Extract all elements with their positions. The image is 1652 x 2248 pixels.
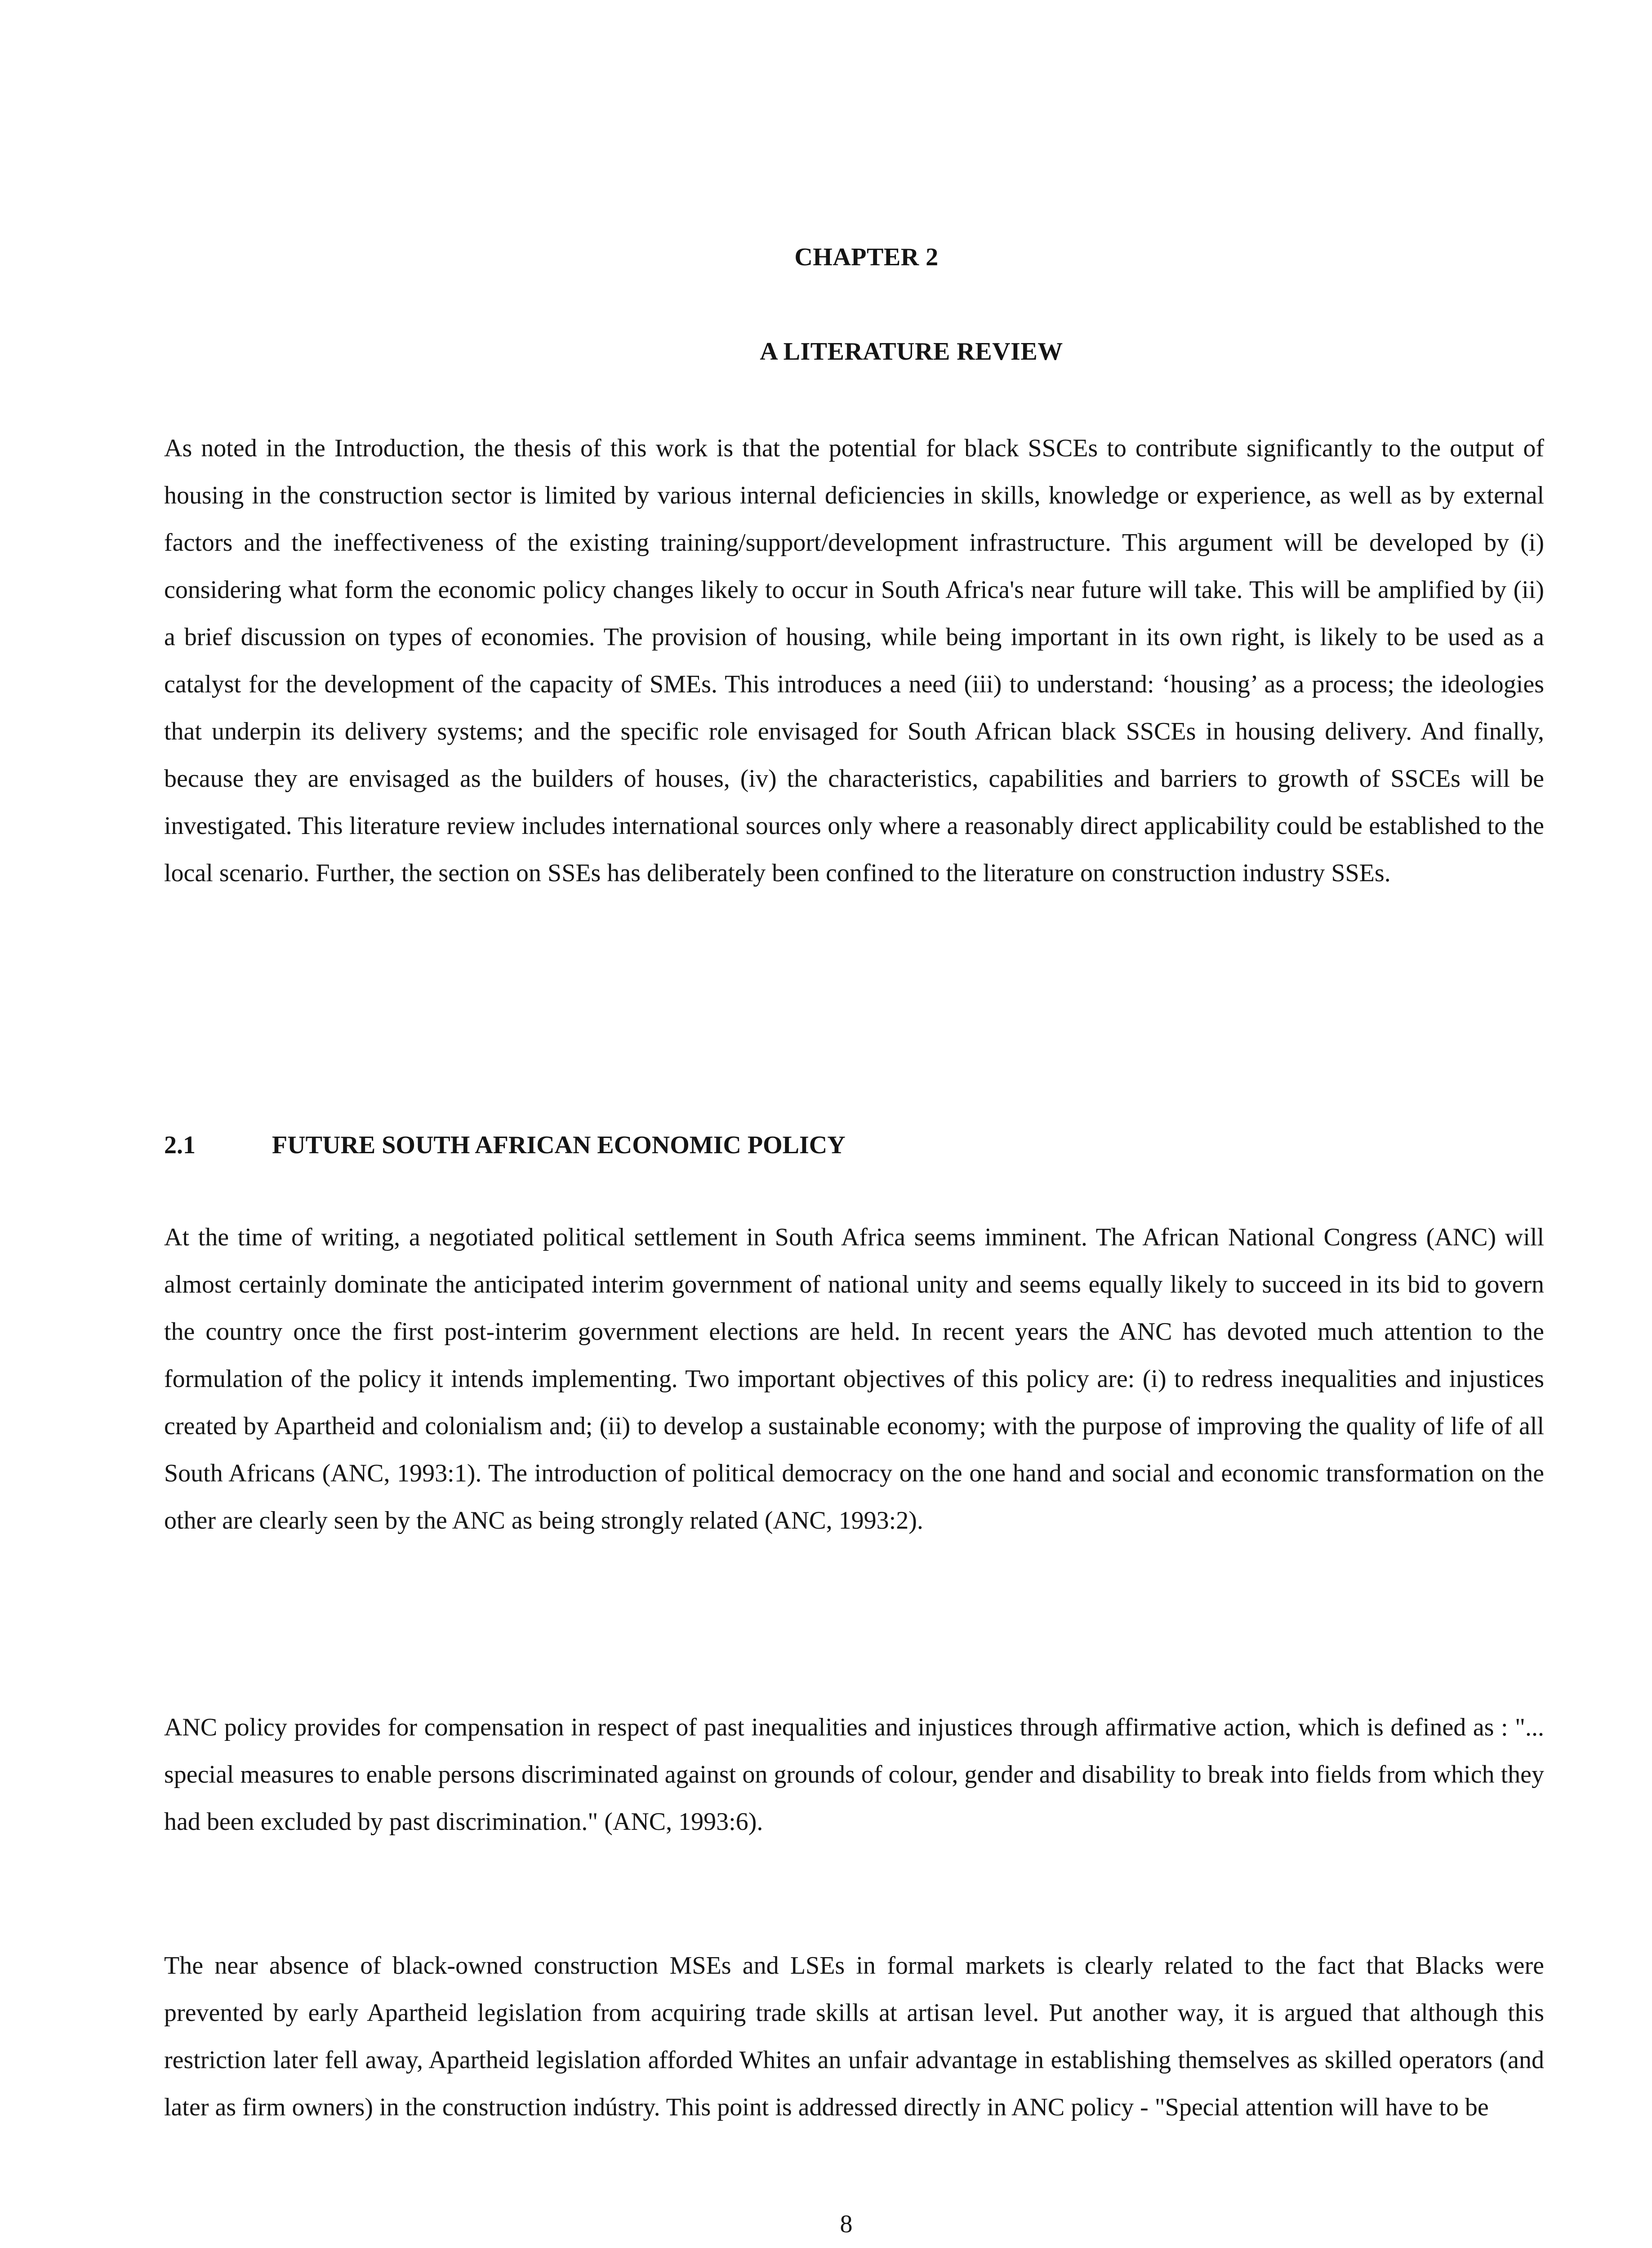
body-paragraph-2: ANC policy provides for compensation in respect of past inequalities and injustices through affirmative action, which is defined as : "... special measures to enable persons discriminated against on grounds of colour, gender and disability to break into fields from which they had been excluded by past discrimination." (ANC, 1993:6). [164,1713,1544,1836]
section-heading [164,1131,846,1160]
section-number: 2.1 [164,1131,196,1159]
section-title: FUTURE SOUTH AFRICAN ECONOMIC POLICY [272,1131,846,1159]
body-paragraph-3: The near absence of black-owned construction MSEs and LSEs in formal markets is clearly related to the fact that Blacks were prevented by early Apartheid legislation from acquiring trade skills at artisan level. Put another way, it is argued that although this restriction later fell away, Apartheid legislation afforded Whites an unfair advantage in establishing themselves as skilled operators (and later as firm owners) in the construction indústry. This point is addressed directly in ANC policy - "Special attention will have to be [164,1952,1544,2121]
body-paragraph-1: At the time of writing, a negotiated political settlement in South Africa seems imminent. The African National Congress (ANC) will almost certainly dominate the anticipated interim government of national unity and seems equally likely to succeed in its bid to govern the country once the first post-interim government elections are held. In recent years the ANC has devoted much attention to the formulation of the policy it intends implementing. Two important objectives of this policy are: (i) to redress inequalities and injustices created by Apartheid and colonialism and; (ii) to develop a sustainable economy; with the purpose of improving the quality of life of all South Africans (ANC, 1993:1). The introduction of political democracy on the one hand and social and economic transformation on the other are clearly seen by the ANC as being strongly related (ANC, 1993:2). [164,1223,1544,1534]
page-number: 8 [840,2210,853,2238]
chapter-label: CHAPTER 2 [794,243,939,271]
intro-paragraph: As noted in the Introduction, the thesis of this work is that the potential for black SSCEs to contribute significantly to the output of housing in the construction sector is limited by various internal deficiencies in skills, knowledge or experience, as well as by external factors and the ineffectiveness of the existing training/support/development infrastructure. This argument will be developed by (i) considering what form the economic policy changes likely to occur in South Africa's near future will take. This will be amplified by (ii) a brief discussion on types of economies. The provision of housing, while being important in its own right, is likely to be used as a catalyst for the development of the capacity of SMEs. This introduces a need (iii) to understand: ‘housing’ as a process; the ideologies that underpin its delivery systems; and the specific role envisaged for South African black SSCEs in housing delivery. And finally, because they are envisaged as the builders of houses, (iv) the characteristics, capabilities and barriers to growth of SSCEs will be investigated. This literature review includes international sources only where a reasonably direct applicability could be established to the local scenario. Further, the section on SSEs has deliberately been confined to the literature on construction industry SSEs. [164,434,1544,887]
chapter-title: A LITERATURE REVIEW [760,338,1063,366]
